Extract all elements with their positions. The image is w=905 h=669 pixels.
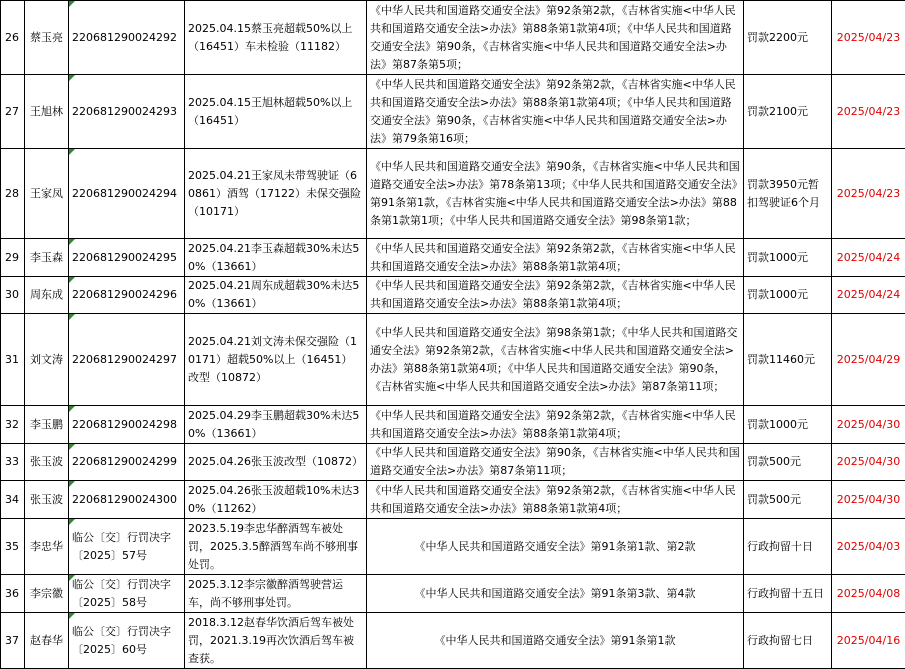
- row-number: 35: [1, 519, 25, 575]
- penalty-result: 罚款500元: [744, 481, 832, 519]
- row-number: 26: [1, 1, 25, 75]
- person-name: 张玉波: [25, 444, 69, 481]
- row-number: 32: [1, 406, 25, 444]
- row-number: 29: [1, 239, 25, 277]
- penalty-result: 罚款500元: [744, 444, 832, 481]
- person-name: 李忠华: [25, 519, 69, 575]
- penalty-result: 行政拘留十五日: [744, 575, 832, 613]
- legal-basis: 《中华人民共和国道路交通安全法》第91条第1款: [367, 613, 744, 669]
- case-number: 220681290024297: [69, 314, 185, 406]
- penalty-result: 罚款1000元: [744, 277, 832, 314]
- table-row: [1, 519, 905, 575]
- table-row: [1, 75, 905, 149]
- legal-basis: 《中华人民共和国道路交通安全法》第91条第3款、第4款: [367, 575, 744, 613]
- penalty-result: 罚款1000元: [744, 406, 832, 444]
- table-row: [1, 481, 905, 519]
- penalty-result: 罚款11460元: [744, 314, 832, 406]
- violation-facts: 2023.5.19李忠华醉酒驾车被处罚，2025.3.5醉酒驾车尚不够刑事处罚。: [185, 519, 367, 575]
- row-number: 34: [1, 481, 25, 519]
- violation-facts: 2025.04.21刘文涛未保交强险（10171）超载50%以上（16451）改型（10872）: [185, 314, 367, 406]
- violation-facts: 2025.04.21周东成超载30%未达50%（13661）: [185, 277, 367, 314]
- row-number: 36: [1, 575, 25, 613]
- person-name: 刘文涛: [25, 314, 69, 406]
- case-number: 220681290024300: [69, 481, 185, 519]
- row-number: 33: [1, 444, 25, 481]
- row-number: 30: [1, 277, 25, 314]
- violation-facts: 2025.04.29李玉鹏超载30%未达50%（13661）: [185, 406, 367, 444]
- violation-facts: 2025.04.26张玉波超载10%未达30%（11262）: [185, 481, 367, 519]
- table-row: [1, 406, 905, 444]
- penalty-result: 罚款1000元: [744, 239, 832, 277]
- case-number: 临公〔交〕行罚决字〔2025〕58号: [69, 575, 185, 613]
- person-name: 赵春华: [25, 613, 69, 669]
- case-number: 220681290024298: [69, 406, 185, 444]
- penalty-result: 罚款2100元: [744, 75, 832, 149]
- decision-date: 2025/04/29: [832, 314, 905, 406]
- violation-facts: 2025.04.15蔡玉亮超载50%以上（16451）车未检验（11182）: [185, 1, 367, 75]
- row-number: 31: [1, 314, 25, 406]
- person-name: 蔡玉亮: [25, 1, 69, 75]
- row-number: 27: [1, 75, 25, 149]
- table-row: [1, 613, 905, 669]
- decision-date: 2025/04/30: [832, 444, 905, 481]
- penalty-result: 罚款3950元暂扣驾驶证6个月: [744, 149, 832, 239]
- case-number: 220681290024296: [69, 277, 185, 314]
- decision-date: 2025/04/23: [832, 1, 905, 75]
- person-name: 周东成: [25, 277, 69, 314]
- decision-date: 2025/04/30: [832, 481, 905, 519]
- legal-basis: 《中华人民共和国道路交通安全法》第92条第2款，《吉林省实施<中华人民共和国道路交通安全法>办法》第88条第1款第4项；《中华人民共和国道路交通安全法》第90条，《吉林省实施<中华人民共和国道路交通安全法>办法》第87条第5项；: [367, 1, 744, 75]
- table-row: [1, 1, 905, 75]
- legal-basis: 《中华人民共和国道路交通安全法》第92条第2款，《吉林省实施<中华人民共和国道路交通安全法>办法》第88条第1款第4项；: [367, 239, 744, 277]
- case-number: 220681290024299: [69, 444, 185, 481]
- case-number: 220681290024295: [69, 239, 185, 277]
- row-number: 37: [1, 613, 25, 669]
- case-number: 临公〔交〕行罚决字〔2025〕60号: [69, 613, 185, 669]
- legal-basis: 《中华人民共和国道路交通安全法》第92条第2款，《吉林省实施<中华人民共和国道路交通安全法>办法》第88条第1款第4项；《中华人民共和国道路交通安全法》第90条，《吉林省实施<中华人民共和国道路交通安全法>办法》第79条第16项；: [367, 75, 744, 149]
- legal-basis: 《中华人民共和国道路交通安全法》第92条第2款，《吉林省实施<中华人民共和国道路交通安全法>办法》第88条第1款第4项；: [367, 481, 744, 519]
- decision-date: 2025/04/16: [832, 613, 905, 669]
- case-number: 220681290024294: [69, 149, 185, 239]
- violation-facts: 2025.04.15王旭林超载50%以上（16451）: [185, 75, 367, 149]
- decision-date: 2025/04/23: [832, 75, 905, 149]
- legal-basis: 《中华人民共和国道路交通安全法》第90条，《吉林省实施<中华人民共和国道路交通安全法>办法》第78条第13项；《中华人民共和国道路交通安全法》第91条第1款，《吉林省实施<中华人民共和国道路交通安全法>办法》第88条第1款第1项；《中华人民共和国道路交通安全法》第98条第1款；: [367, 149, 744, 239]
- case-number: 220681290024292: [69, 1, 185, 75]
- violation-facts: 2025.3.12李宗徽醉酒驾驶营运车，尚不够刑事处罚。: [185, 575, 367, 613]
- person-name: 王旭林: [25, 75, 69, 149]
- table-row: [1, 314, 905, 406]
- violation-facts: 2025.04.21李玉森超载30%未达50%（13661）: [185, 239, 367, 277]
- penalty-result: 行政拘留七日: [744, 613, 832, 669]
- decision-date: 2025/04/08: [832, 575, 905, 613]
- legal-basis: 《中华人民共和国道路交通安全法》第92条第2款，《吉林省实施<中华人民共和国道路交通安全法>办法》第88条第1款第4项；: [367, 406, 744, 444]
- decision-date: 2025/04/03: [832, 519, 905, 575]
- table-row: [1, 149, 905, 239]
- decision-date: 2025/04/23: [832, 149, 905, 239]
- table-row: [1, 277, 905, 314]
- table-row: [1, 444, 905, 481]
- legal-basis: 《中华人民共和国道路交通安全法》第98条第1款；《中华人民共和国道路交通安全法》第92条第2款，《吉林省实施<中华人民共和国道路交通安全法>办法》第88条第1款第4项；《中华人民共和国道路交通安全法》第90条，《吉林省实施<中华人民共和国道路交通安全法>办法》第87条第11项；: [367, 314, 744, 406]
- row-number: 28: [1, 149, 25, 239]
- person-name: 王家凤: [25, 149, 69, 239]
- legal-basis: 《中华人民共和国道路交通安全法》第92条第2款，《吉林省实施<中华人民共和国道路交通安全法>办法》第88条第1款第4项；: [367, 277, 744, 314]
- table-row: [1, 239, 905, 277]
- decision-date: 2025/04/30: [832, 406, 905, 444]
- decision-date: 2025/04/24: [832, 239, 905, 277]
- decision-date: 2025/04/24: [832, 277, 905, 314]
- case-number: 220681290024293: [69, 75, 185, 149]
- legal-basis: 《中华人民共和国道路交通安全法》第90条，《吉林省实施<中华人民共和国道路交通安全法>办法》第87条第11项；: [367, 444, 744, 481]
- violation-facts: 2025.04.26张玉波改型（10872）: [185, 444, 367, 481]
- violation-facts: 2025.04.21王家凤未带驾驶证（60861）酒驾（17122）未保交强险（10171）: [185, 149, 367, 239]
- person-name: 李玉鹏: [25, 406, 69, 444]
- violation-facts: 2018.3.12赵春华饮酒后驾车被处罚，2021.3.19再次饮酒后驾车被查获。: [185, 613, 367, 669]
- person-name: 李玉森: [25, 239, 69, 277]
- person-name: 李宗徽: [25, 575, 69, 613]
- legal-basis: 《中华人民共和国道路交通安全法》第91条第1款、第2款: [367, 519, 744, 575]
- penalty-result: 罚款2200元: [744, 1, 832, 75]
- table-row: [1, 575, 905, 613]
- person-name: 张玉波: [25, 481, 69, 519]
- case-number: 临公〔交〕行罚决字〔2025〕57号: [69, 519, 185, 575]
- penalty-result: 行政拘留十日: [744, 519, 832, 575]
